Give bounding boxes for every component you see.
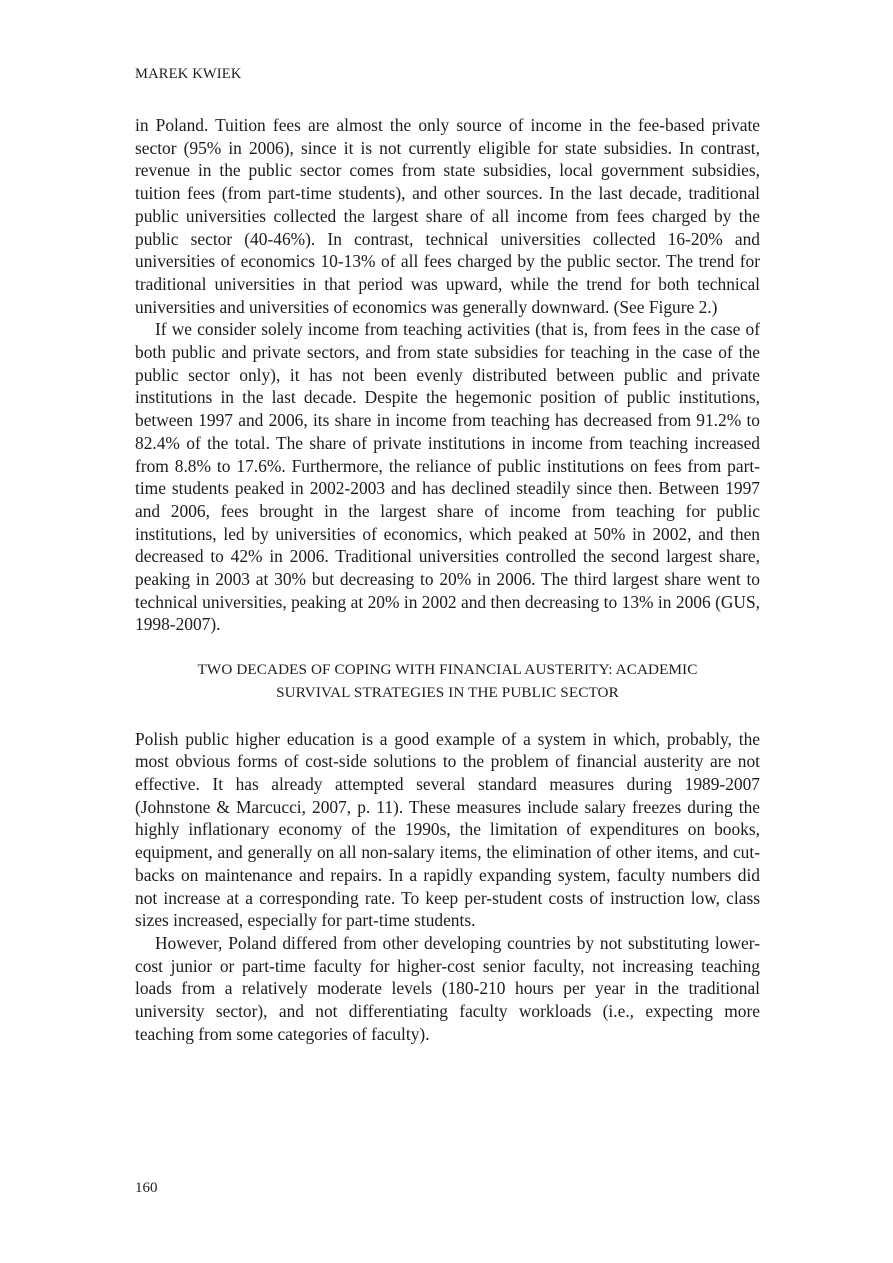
paragraph-faculty-workloads: However, Poland differed from other developing countries by not substituting lower-cost junior or part-time faculty for higher-cost senior faculty, not increasing teaching loads from a relatively moderate levels (180-210 hours per year in the traditional university sector), and not differentiating faculty workloads (i.e., expecting more teaching from some categories of faculty). <box>135 932 760 1044</box>
page-number: 160 <box>135 1180 158 1196</box>
paragraph-cost-side-solutions: Polish public higher education is a good example of a system in which, probably, the most obvious forms of cost-side solutions to the problem of financial austerity are not effective. It has already attempted several standard measures during 1989-2007 (Johnstone & Marcucci, 2007, p. 11). These measures include salary freezes during the highly inflationary economy of the 1990s, the limitation of expenditures on books, equipment, and generally on all non-salary items, the elimination of other items, and cut-backs on maintenance and repairs. In a rapidly expanding system, faculty numbers did not increase at a corresponding rate. To keep per-student costs of instruction low, class sizes increased, especially for part-time students. <box>135 728 760 931</box>
section-heading-line-1: TWO DECADES OF COPING WITH FINANCIAL AUSTERITY: ACADEMIC <box>197 661 698 679</box>
section-heading <box>135 659 760 704</box>
paragraph-tuition-fees: in Poland. Tuition fees are almost the only source of income in the fee-based private sector (95% in 2006), since it is not currently eligible for state subsidies. In contrast, revenue in the public sector comes from state subsidies, local government subsidies, tuition fees (from part-time students), and other sources. In the last decade, traditional public universities collected the largest share of all income from fees charged by the public sector (40-46%). In contrast, technical universities collected 16-20% and universities of economics 10-13% of all fees charged by the public sector. The trend for traditional universities in that period was upward, while the trend for both technical universities and universities of economics was generally downward. (See Figure 2.) <box>135 115 760 317</box>
section-heading-line-2: SURVIVAL STRATEGIES IN THE PUBLIC SECTOR <box>276 683 619 701</box>
running-head: MAREK KWIEK <box>135 66 242 82</box>
body-text <box>135 114 760 1045</box>
paragraph-teaching-income: If we consider solely income from teaching activities (that is, from fees in the case of both public and private sectors, and from state subsidies for teaching in the case of the public sector only), it has not been evenly distributed between public and private institutions in the last decade. Despite the hegemonic position of public institutions, between 1997 and 2006, its share in income from teaching has decreased from 91.2% to 82.4% of the total. The share of private institutions in income from teaching increased from 8.8% to 17.6%. Furthermore, the reliance of public institutions on fees from part-time students peaked in 2002-2003 and has declined steadily since then. Between 1997 and 2006, fees brought in the largest share of income from teaching for public institutions, led by universities of economics, which peaked at 50% in 2002, and then decreased to 42% in 2006. Traditional universities controlled the second largest share, peaking in 2003 at 30% but decreasing to 20% in 2006. The third largest share went to technical universities, peaking at 20% in 2002 and then decreasing to 13% in 2006 (GUS, 1998-2007). <box>135 319 760 635</box>
